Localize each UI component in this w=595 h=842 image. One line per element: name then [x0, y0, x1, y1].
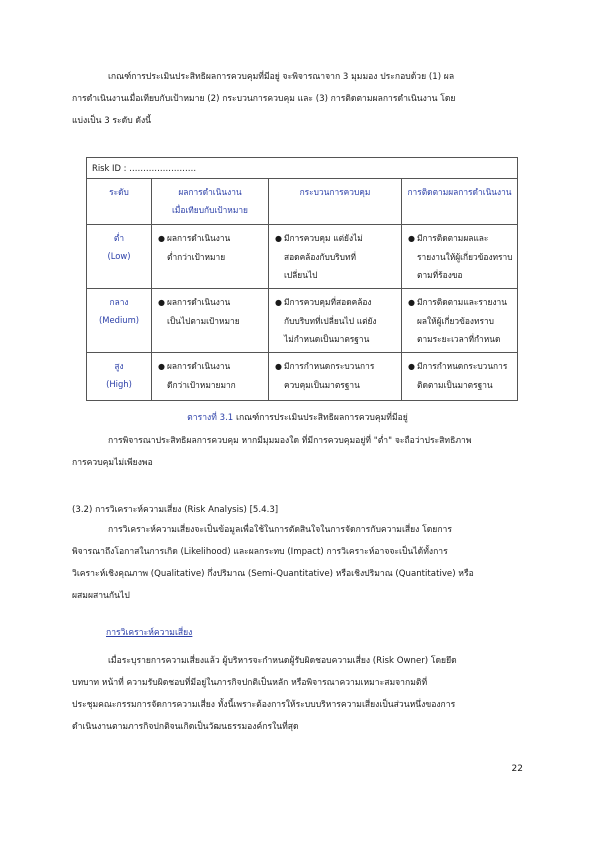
control-cell: [269, 225, 402, 289]
level-en: (Medium): [98, 315, 140, 325]
level-en: (Low): [107, 251, 131, 261]
section-heading: [72, 499, 524, 521]
cell-text: ผลการดำเนินงาน: [167, 233, 231, 243]
cell-text: ดีกว่าเป้าหมายมาก: [167, 380, 236, 390]
intro-line: เกณฑ์การประเมินประสิทธิผลการควบคุมที่มีอยู่ จะพิจารณาจาก 3 มุมมอง ประกอบด้วย (1) ผล: [108, 72, 455, 82]
bullet-icon: ●: [158, 362, 165, 371]
cell-text: มีการกำหนดกระบวนการ: [284, 361, 375, 371]
cell-text: กับบริบทที่เปลี่ยนไป แต่ยัง: [284, 316, 377, 326]
header-level: ระดับ: [87, 179, 152, 225]
cell-text: ผลการดำเนินงาน: [167, 361, 231, 371]
cell-text: ต่ำกว่าเป้าหมาย: [167, 252, 226, 262]
control-cell: [269, 289, 402, 353]
monitoring-cell: [402, 225, 518, 289]
level-th: กลาง: [109, 297, 129, 307]
cell-text: ผลการดำเนินงาน: [167, 297, 231, 307]
bullet-icon: ●: [158, 234, 165, 243]
performance-cell: [152, 289, 269, 353]
cell-text: มีการกำหนดกระบวนการ: [417, 361, 508, 371]
header-performance-line: เมื่อเทียบกับเป้าหมาย: [172, 205, 248, 215]
cell-text: มีการติดตามและรายงาน: [417, 297, 507, 307]
bullet-icon: ●: [275, 362, 282, 371]
table-row: [87, 353, 518, 401]
analysis-line: การวิเคราะห์ความเสี่ยงจะเป็นข้อมูลเพื่อใช้ในการตัดสินใจในการจัดการกับความเสี่ยง โดยการ: [108, 525, 452, 535]
risk-id-row: [87, 158, 518, 179]
risk-id-label: Risk ID : ……………………: [87, 158, 518, 179]
analysis-paragraph: [72, 519, 524, 607]
table-row: [87, 225, 518, 289]
bullet-icon: ●: [275, 298, 282, 307]
table-row: [87, 289, 518, 353]
header-control: กระบวนการควบคุม: [269, 179, 402, 225]
caption-label: ตารางที่ 3.1: [187, 413, 234, 423]
level-cell: [87, 353, 152, 401]
page-number: 22: [511, 764, 523, 774]
monitoring-cell: [402, 353, 518, 401]
bullet-icon: ●: [408, 298, 415, 307]
analysis-line: วิเคราะห์เชิงคุณภาพ (Qualitative) กึ่งปริมาณ (Semi-Quantitative) หรือเชิงปริมาณ (Quantitative) หรือ: [72, 569, 474, 579]
performance-cell: [152, 353, 269, 401]
header-monitoring: การติดตามผลการดำเนินงาน: [402, 179, 518, 225]
level-cell: [87, 289, 152, 353]
evaluation-paragraph: [72, 430, 524, 474]
cell-text: ไม่กำหนดเป็นมาตรฐาน: [284, 334, 370, 344]
bullet-icon: ●: [158, 298, 165, 307]
cell-text: รายงานให้ผู้เกี่ยวข้องทราบ: [417, 252, 513, 262]
level-th: ต่ำ: [113, 233, 125, 243]
section-heading-text: (3.2) การวิเคราะห์ความเสี่ยง (Risk Analysis) [5.4.3]: [72, 505, 279, 515]
analysis-line: พิจารณาถึงโอกาสในการเกิด (Likelihood) และผลกระทบ (Impact) การวิเคราะห์อาจจะเป็นได้ทั้งการ: [72, 547, 448, 557]
bullet-icon: ●: [275, 234, 282, 243]
bullet-icon: ●: [408, 362, 415, 371]
risk-owner-line: ดำเนินงานตามภารกิจปกติจนเกิดเป็นวัฒนธรรมองค์กรในที่สุด: [72, 722, 299, 732]
cell-text: ตามที่ร้องขอ: [417, 270, 463, 280]
evaluation-line: การควบคุมไม่เพียงพอ: [72, 458, 153, 468]
risk-owner-paragraph: [72, 650, 524, 738]
level-en: (High): [106, 379, 132, 389]
cell-text: ตามระยะเวลาที่กำหนด: [417, 334, 501, 344]
level-th: สูง: [114, 361, 124, 371]
cell-text: ติดตามเป็นมาตรฐาน: [417, 380, 493, 390]
cell-text: เป็นไปตามเป้าหมาย: [167, 316, 240, 326]
intro-line: การดำเนินงานเมื่อเทียบกับเป้าหมาย (2) กระบวนการควบคุม และ (3) การติดตามผลการดำเนินงาน โดย: [72, 94, 456, 104]
cell-text: มีการควบคุม แต่ยังไม่: [284, 233, 363, 243]
table-header-row: [87, 179, 518, 225]
cell-text: ควบคุมเป็นมาตรฐาน: [284, 380, 360, 390]
intro-line: แบ่งเป็น 3 ระดับ ดังนี้: [72, 116, 152, 126]
caption-text: เกณฑ์การประเมินประสิทธิผลการควบคุมที่มีอยู่: [233, 413, 408, 423]
cell-text: เปลี่ยนไป: [284, 270, 318, 280]
cell-text: มีการติดตามผลและ: [417, 233, 489, 243]
cell-text: มีการควบคุมที่สอดคล้อง: [284, 297, 372, 307]
criteria-table: [86, 157, 518, 401]
cell-text: ผลให้ผู้เกี่ยวข้องทราบ: [417, 316, 494, 326]
header-performance-line: ผลการดำเนินงาน: [178, 187, 242, 197]
control-cell: [269, 353, 402, 401]
risk-owner-line: เมื่อระบุรายการความเสี่ยงแล้ว ผู้บริหารจะกำหนดผู้รับผิดชอบความเสี่ยง (Risk Owner) โดยยึด: [108, 656, 457, 666]
performance-cell: [152, 225, 269, 289]
risk-owner-line: ประชุมคณะกรรมการจัดการความเสี่ยง ทั้งนี้เพราะต้องการให้ระบบบริหารความเสี่ยงเป็นส่วนหนึ่งของการ: [72, 700, 456, 710]
bullet-icon: ●: [408, 234, 415, 243]
monitoring-cell: [402, 289, 518, 353]
header-performance: [152, 179, 269, 225]
analysis-line: ผสมผสานกันไป: [72, 591, 130, 601]
risk-owner-line: บทบาท หน้าที่ ความรับผิดชอบที่มีอยู่ในภารกิจปกติเป็นหลัก หรือพิจารณาความเหมาะสมจากมติที่: [72, 678, 428, 688]
cell-text: สอดคล้องกับบริบทที่: [284, 252, 356, 262]
table-caption: [0, 410, 595, 424]
risk-analysis-subheading: การวิเคราะห์ความเสี่ยง: [106, 628, 193, 638]
intro-paragraph: [72, 66, 524, 132]
evaluation-line: การพิจารณาประสิทธิผลการควบคุม หากมีมุมมองใด ที่มีการควบคุมอยู่ที่ "ต่ำ" จะถือว่าประสิทธิภาพ: [108, 436, 472, 446]
level-cell: [87, 225, 152, 289]
